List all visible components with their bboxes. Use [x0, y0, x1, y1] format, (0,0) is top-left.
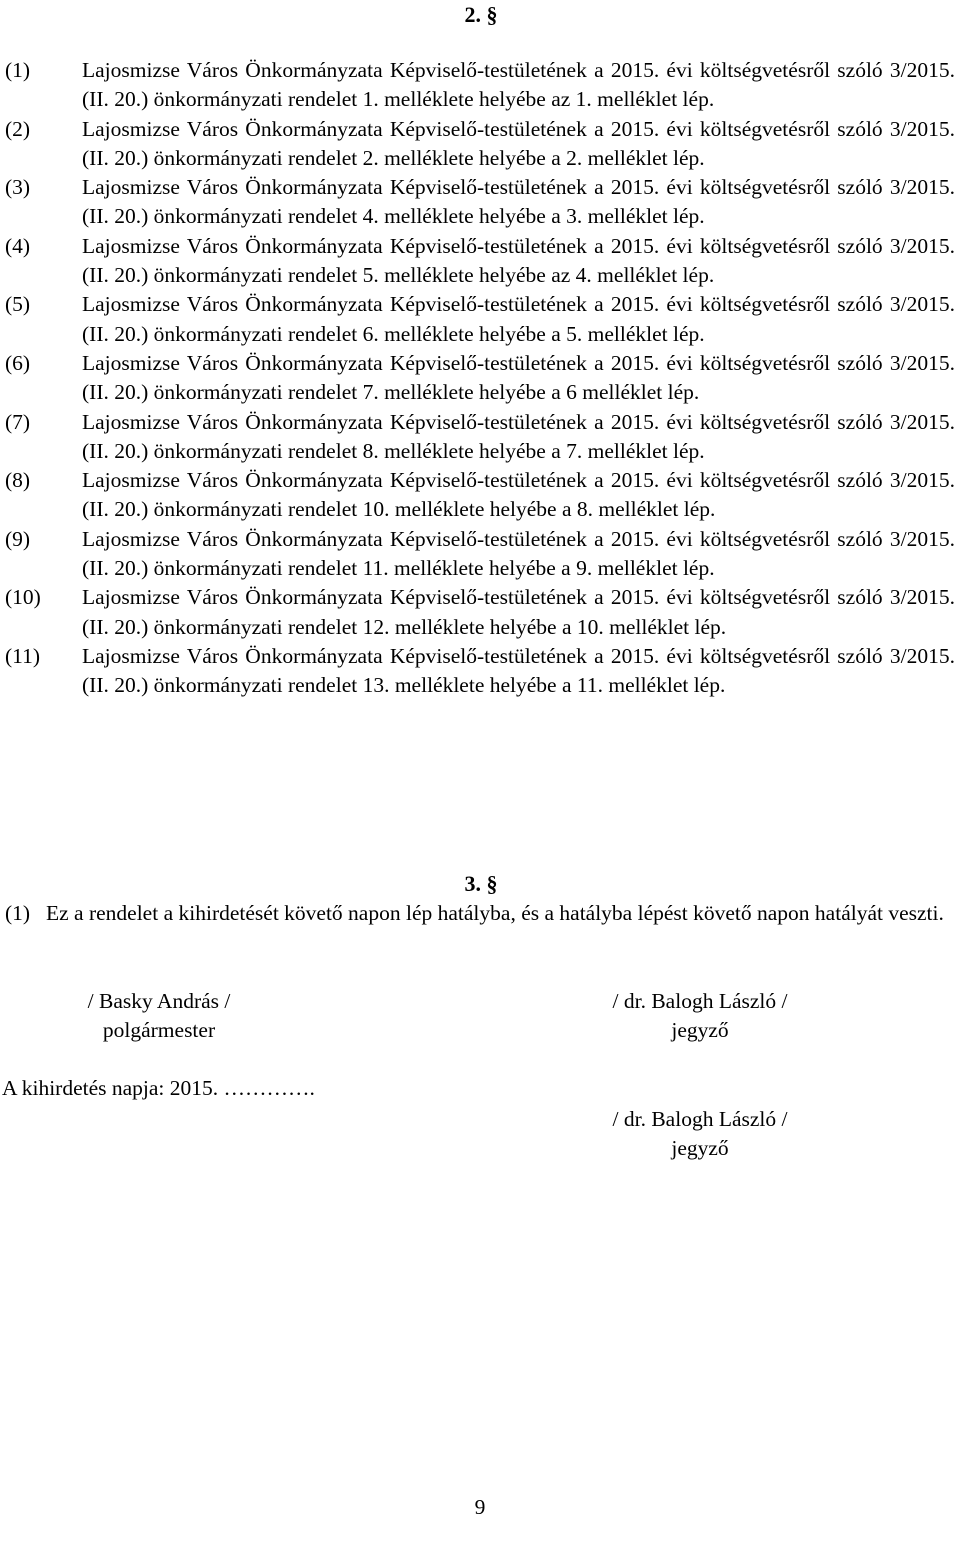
paragraph-text: Lajosmizse Város Önkormányzata Képviselő-testületének a 2015. évi költségvetésről szóló 3/2015. (II. 20.) önkormányzati rendelet 4. melléklete helyébe a 3. melléklet lép. — [82, 175, 955, 229]
closing-paragraph — [0, 899, 960, 928]
mayor-title: polgármester — [102, 1018, 216, 1042]
paragraph-item-5 — [0, 290, 960, 349]
paragraph-item-3 — [0, 173, 960, 232]
paragraph-number: (9) — [5, 526, 31, 551]
paragraph-item-4 — [0, 232, 960, 291]
paragraph-item-11 — [0, 642, 960, 701]
paragraph-text: Lajosmizse Város Önkormányzata Képviselő-testületének a 2015. évi költségvetésről szóló 3/2015. (II. 20.) önkormányzati rendelet 11. melléklete helyébe a 9. melléklet lép. — [82, 526, 955, 581]
section-3-heading: 3. § — [464, 871, 498, 896]
paragraph-number: (1) — [5, 58, 31, 82]
paragraph-text: Lajosmizse Város Önkormányzata Képviselő-testületének a 2015. évi költségvetésről szóló 3/2015. (II. 20.) önkormányzati rendelet 6. melléklete helyébe a 5. melléklet lép. — [82, 292, 955, 346]
paragraph-number: (2) — [5, 116, 31, 141]
paragraph-number: (8) — [5, 468, 31, 493]
paragraph-number: (5) — [5, 292, 31, 317]
announcement-date: A kihirdetés napja: 2015. …………. — [2, 1076, 315, 1100]
paragraph-item-10 — [0, 583, 960, 642]
paragraph-item-9 — [0, 525, 960, 584]
paragraph-text: Lajosmizse Város Önkormányzata Képviselő-testületének a 2015. évi költségvetésről szóló 3/2015. (II. 20.) önkormányzati rendelet 13. melléklete helyébe a 11. melléklet lép. — [82, 643, 955, 698]
notary-signature-block-2 — [592, 1105, 808, 1163]
paragraph-text: Lajosmizse Város Önkormányzata Képviselő-testületének a 2015. évi költségvetésről szóló 3/2015. (II. 20.) önkormányzati rendelet 8. melléklete helyébe a 7. melléklet lép. — [82, 409, 955, 463]
paragraph-number: (11) — [5, 643, 41, 668]
paragraph-text: Lajosmizse Város Önkormányzata Képviselő-testületének a 2015. évi költségvetésről szóló 3/2015. (II. 20.) önkormányzati rendelet 2. melléklete helyébe a 2. melléklet lép. — [82, 116, 955, 170]
paragraph-item-6 — [0, 349, 960, 408]
mayor-name: / Basky András / — [87, 989, 231, 1013]
paragraph-text: Lajosmizse Város Önkormányzata Képviselő-testületének a 2015. évi költségvetésről szóló 3/2015. (II. 20.) önkormányzati rendelet 12. melléklete helyébe a 10. melléklet lép. — [82, 585, 955, 639]
paragraph-list — [0, 56, 960, 701]
section-2-heading: 2. § — [464, 2, 498, 27]
page-number: 9 — [474, 1495, 486, 1519]
paragraph-number: (6) — [5, 350, 31, 375]
paragraph-number: (7) — [5, 409, 31, 434]
paragraph-item-7 — [0, 408, 960, 467]
closing-paragraph-number: (1) — [5, 901, 31, 925]
paragraph-text: Lajosmizse Város Önkormányzata Képviselő-testületének a 2015. évi költségvetésről szóló 3/2015. (II. 20.) önkormányzati rendelet 7. melléklete helyébe a 6 melléklet lép. — [82, 350, 955, 405]
mayor-signature-block — [64, 987, 254, 1045]
notary-name: / dr. Balogh László / — [612, 989, 788, 1013]
notary-name-2: / dr. Balogh László / — [612, 1107, 788, 1131]
paragraph-item-8 — [0, 466, 960, 525]
notary-title: jegyző — [671, 1018, 729, 1042]
notary-signature-block — [592, 987, 808, 1045]
paragraph-number: (4) — [5, 233, 31, 258]
closing-paragraph-text: Ez a rendelet a kihirdetését követő napon lép hatályba, és a hatályba lépést követő napon hatályát veszti. — [46, 901, 944, 925]
paragraph-text: Lajosmizse Város Önkormányzata Képviselő-testületének a 2015. évi költségvetésről szóló 3/2015. (II. 20.) önkormányzati rendelet 1. melléklete helyébe az 1. melléklet lép. — [82, 58, 955, 112]
paragraph-text: Lajosmizse Város Önkormányzata Képviselő-testületének a 2015. évi költségvetésről szóló 3/2015. (II. 20.) önkormányzati rendelet 10. melléklete helyébe a 8. melléklet lép. — [82, 468, 955, 522]
notary-title-2: jegyző — [671, 1136, 729, 1160]
paragraph-item-2 — [0, 115, 960, 174]
paragraph-number: (3) — [5, 175, 31, 200]
paragraph-item-1 — [0, 56, 960, 115]
paragraph-text: Lajosmizse Város Önkormányzata Képviselő-testületének a 2015. évi költségvetésről szóló 3/2015. (II. 20.) önkormányzati rendelet 5. melléklete helyébe az 4. melléklet lép. — [82, 233, 955, 288]
paragraph-number: (10) — [5, 585, 41, 610]
